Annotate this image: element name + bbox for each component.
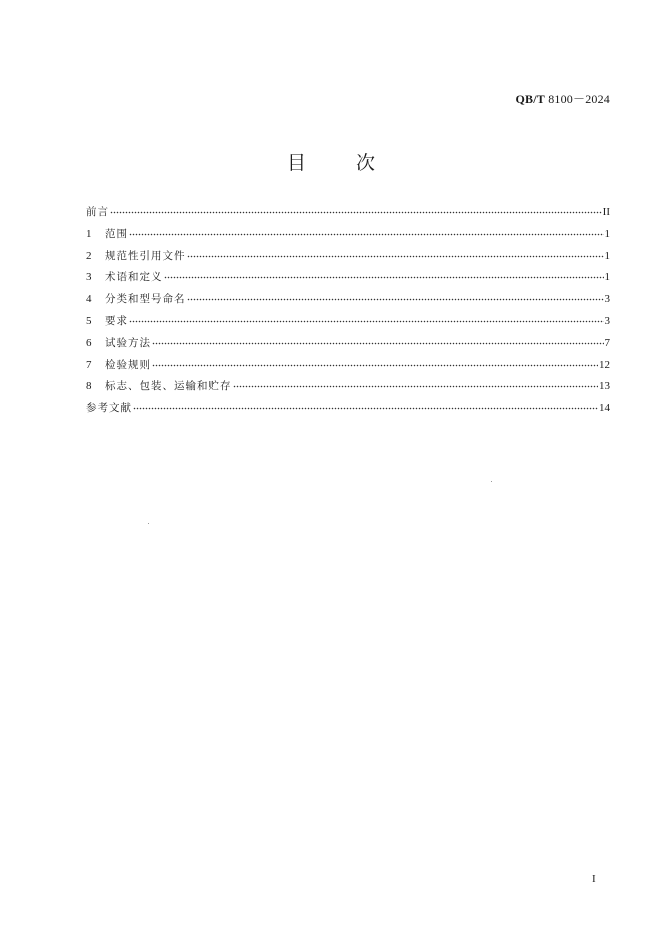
toc-leader-dots [233,377,599,389]
toc-leader-dots [110,203,602,215]
toc-leader-dots [129,312,604,324]
toc-entry-title: 标志、包装、运输和贮存 [105,380,232,393]
toc-leader-dots [152,356,598,368]
standard-code [516,90,611,107]
toc-entry-page: 14 [599,402,610,415]
toc-entry-number: 8 [86,380,92,393]
toc-entry-requirements[interactable] [86,312,610,334]
toc-leader-dots [152,334,604,346]
toc-entry-title: 范围 [105,227,128,240]
table-of-contents [86,203,610,421]
toc-leader-dots [187,290,604,302]
toc-entry-number: 4 [86,293,92,306]
scan-speck [491,481,492,482]
toc-entry-test-methods[interactable] [86,334,610,356]
toc-entry-title: 检验规则 [105,358,151,371]
toc-leader-dots [129,225,604,237]
toc-entry-number: 2 [86,249,92,262]
toc-entry-page: 7 [604,336,610,349]
toc-entry-inspection-rules[interactable] [86,356,610,378]
toc-entry-bibliography[interactable] [86,399,610,421]
toc-entry-title: 规范性引用文件 [105,249,186,262]
toc-entry-marking-packaging[interactable] [86,377,610,399]
toc-entry-foreword[interactable] [86,203,610,225]
toc-entry-page: 3 [604,314,610,327]
toc-entry-title: 要求 [105,314,128,327]
toc-entry-page: 3 [604,293,610,306]
toc-entry-scope[interactable] [86,225,610,247]
toc-entry-page: 1 [604,271,610,284]
toc-entry-title: 分类和型号命名 [105,293,186,306]
toc-entry-number: 6 [86,336,92,349]
toc-entry-page: 12 [599,358,610,371]
toc-entry-page: 13 [599,380,610,393]
page-number: I [592,873,596,885]
standard-number: 8100－2024 [548,92,610,106]
toc-entry-title: 前言 [86,206,109,218]
standard-prefix: QB/T [515,92,545,106]
toc-leader-dots [164,268,604,280]
toc-entry-title: 试验方法 [105,336,151,349]
toc-entry-classification[interactable] [86,290,610,312]
toc-entry-title: 参考文献 [86,402,132,415]
toc-leader-dots [187,247,604,259]
toc-leader-dots [133,399,598,411]
page-title: 目 次 [286,152,398,174]
toc-entry-terms-definitions[interactable] [86,268,610,290]
toc-entry-number: 5 [86,314,92,327]
toc-entry-page: II [602,206,610,218]
toc-entry-number: 3 [86,271,92,284]
toc-entry-page: 1 [604,249,610,262]
toc-entry-title: 术语和定义 [105,271,163,284]
toc-entry-number: 7 [86,358,92,371]
toc-entry-number: 1 [86,227,92,240]
scan-speck [148,523,149,524]
toc-entry-normative-references[interactable] [86,247,610,269]
toc-entry-page: 1 [604,227,610,240]
